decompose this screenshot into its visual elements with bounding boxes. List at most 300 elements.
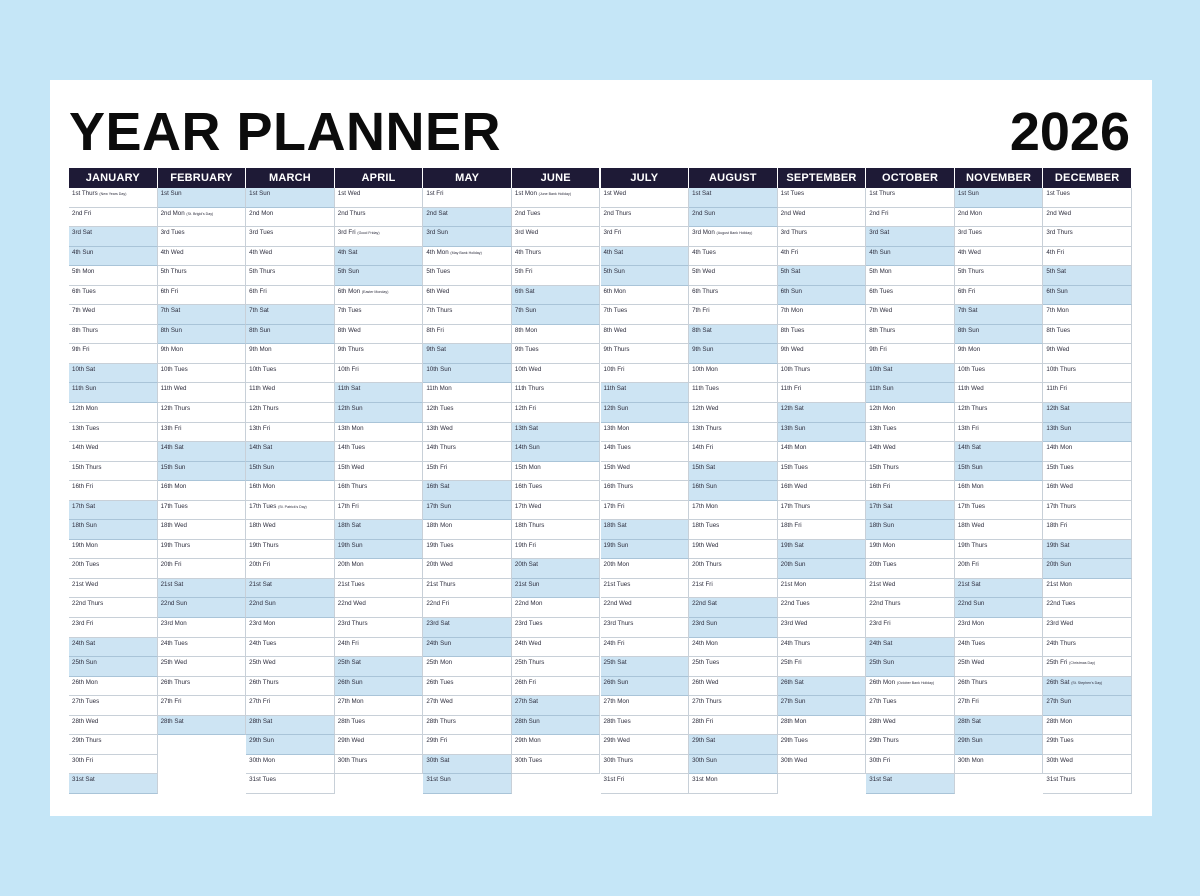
day-cell[interactable] <box>866 462 955 482</box>
day-cell[interactable] <box>246 579 335 599</box>
day-cell[interactable] <box>1043 403 1132 423</box>
day-cell[interactable] <box>689 442 778 462</box>
day-cell[interactable] <box>955 559 1044 579</box>
day-cell[interactable] <box>689 520 778 540</box>
day-cell[interactable] <box>423 559 512 579</box>
day-cell[interactable] <box>689 208 778 228</box>
day-cell[interactable] <box>1043 657 1132 677</box>
day-cell[interactable] <box>335 638 424 658</box>
day-cell[interactable] <box>689 618 778 638</box>
day-cell[interactable] <box>866 559 955 579</box>
day-cell[interactable] <box>69 755 158 775</box>
day-cell[interactable] <box>778 364 867 384</box>
day-cell[interactable] <box>1043 501 1132 521</box>
day-cell[interactable] <box>335 188 424 208</box>
day-cell[interactable] <box>69 423 158 443</box>
day-cell[interactable] <box>69 638 158 658</box>
day-cell[interactable] <box>1043 677 1132 697</box>
day-cell[interactable] <box>955 716 1044 736</box>
day-cell[interactable] <box>246 677 335 697</box>
day-cell[interactable] <box>955 188 1044 208</box>
day-cell[interactable] <box>69 247 158 267</box>
day-cell[interactable] <box>158 501 247 521</box>
day-cell[interactable] <box>423 403 512 423</box>
day-cell[interactable] <box>335 618 424 638</box>
day-cell[interactable] <box>335 501 424 521</box>
day-cell[interactable] <box>158 716 247 736</box>
day-cell[interactable] <box>778 227 867 247</box>
day-cell[interactable] <box>866 325 955 345</box>
day-cell[interactable] <box>689 481 778 501</box>
day-cell[interactable] <box>246 208 335 228</box>
day-cell[interactable] <box>689 247 778 267</box>
day-cell[interactable] <box>601 579 690 599</box>
day-cell[interactable] <box>778 755 867 775</box>
day-cell[interactable] <box>512 286 601 306</box>
day-cell[interactable] <box>512 677 601 697</box>
day-cell[interactable] <box>246 638 335 658</box>
day-cell[interactable] <box>778 462 867 482</box>
day-cell[interactable] <box>1043 638 1132 658</box>
day-cell[interactable] <box>1043 188 1132 208</box>
day-cell[interactable] <box>512 755 601 775</box>
day-cell[interactable] <box>246 423 335 443</box>
day-cell[interactable] <box>601 559 690 579</box>
day-cell[interactable] <box>866 677 955 697</box>
day-cell[interactable] <box>246 286 335 306</box>
day-cell[interactable] <box>512 696 601 716</box>
day-cell[interactable] <box>69 598 158 618</box>
day-cell[interactable] <box>955 481 1044 501</box>
day-cell[interactable] <box>778 598 867 618</box>
day-cell[interactable] <box>955 344 1044 364</box>
day-cell[interactable] <box>778 501 867 521</box>
day-cell[interactable] <box>601 501 690 521</box>
day-cell[interactable] <box>69 735 158 755</box>
day-cell[interactable] <box>866 735 955 755</box>
day-cell[interactable] <box>601 735 690 755</box>
day-cell[interactable] <box>689 755 778 775</box>
day-cell[interactable] <box>423 247 512 267</box>
day-cell[interactable] <box>955 423 1044 443</box>
day-cell[interactable] <box>246 462 335 482</box>
day-cell[interactable] <box>955 520 1044 540</box>
day-cell[interactable] <box>866 227 955 247</box>
day-cell[interactable] <box>866 383 955 403</box>
day-cell[interactable] <box>601 188 690 208</box>
day-cell[interactable] <box>1043 423 1132 443</box>
day-cell[interactable] <box>335 266 424 286</box>
day-cell[interactable] <box>246 774 335 794</box>
day-cell[interactable] <box>601 618 690 638</box>
day-cell[interactable] <box>69 716 158 736</box>
day-cell[interactable] <box>69 520 158 540</box>
day-cell[interactable] <box>955 501 1044 521</box>
day-cell[interactable] <box>335 677 424 697</box>
day-cell[interactable] <box>246 383 335 403</box>
day-cell[interactable] <box>335 598 424 618</box>
day-cell[interactable] <box>778 247 867 267</box>
day-cell[interactable] <box>158 520 247 540</box>
day-cell[interactable] <box>1043 579 1132 599</box>
day-cell[interactable] <box>158 266 247 286</box>
day-cell[interactable] <box>512 501 601 521</box>
day-cell[interactable] <box>955 227 1044 247</box>
day-cell[interactable] <box>866 442 955 462</box>
day-cell[interactable] <box>158 423 247 443</box>
day-cell[interactable] <box>601 755 690 775</box>
day-cell[interactable] <box>778 208 867 228</box>
day-cell[interactable] <box>246 716 335 736</box>
day-cell[interactable] <box>778 618 867 638</box>
day-cell[interactable] <box>335 735 424 755</box>
day-cell[interactable] <box>866 520 955 540</box>
day-cell[interactable] <box>1043 598 1132 618</box>
day-cell[interactable] <box>955 383 1044 403</box>
day-cell[interactable] <box>778 520 867 540</box>
day-cell[interactable] <box>689 462 778 482</box>
day-cell[interactable] <box>246 305 335 325</box>
day-cell[interactable] <box>423 442 512 462</box>
day-cell[interactable] <box>866 618 955 638</box>
day-cell[interactable] <box>866 208 955 228</box>
day-cell[interactable] <box>866 266 955 286</box>
day-cell[interactable] <box>955 442 1044 462</box>
day-cell[interactable] <box>1043 735 1132 755</box>
day-cell[interactable] <box>866 403 955 423</box>
day-cell[interactable] <box>601 598 690 618</box>
day-cell[interactable] <box>158 638 247 658</box>
day-cell[interactable] <box>423 501 512 521</box>
day-cell[interactable] <box>955 735 1044 755</box>
day-cell[interactable] <box>335 716 424 736</box>
day-cell[interactable] <box>866 305 955 325</box>
day-cell[interactable] <box>1043 383 1132 403</box>
day-cell[interactable] <box>335 344 424 364</box>
day-cell[interactable] <box>69 657 158 677</box>
day-cell[interactable] <box>335 286 424 306</box>
day-cell[interactable] <box>778 677 867 697</box>
day-cell[interactable] <box>69 344 158 364</box>
day-cell[interactable] <box>1043 559 1132 579</box>
day-cell[interactable] <box>1043 696 1132 716</box>
day-cell[interactable] <box>423 735 512 755</box>
day-cell[interactable] <box>866 696 955 716</box>
day-cell[interactable] <box>689 677 778 697</box>
day-cell[interactable] <box>335 520 424 540</box>
day-cell[interactable] <box>778 696 867 716</box>
day-cell[interactable] <box>69 677 158 697</box>
day-cell[interactable] <box>689 774 778 794</box>
day-cell[interactable] <box>423 462 512 482</box>
day-cell[interactable] <box>1043 481 1132 501</box>
day-cell[interactable] <box>689 383 778 403</box>
day-cell[interactable] <box>866 481 955 501</box>
day-cell[interactable] <box>778 325 867 345</box>
day-cell[interactable] <box>778 286 867 306</box>
day-cell[interactable] <box>423 364 512 384</box>
day-cell[interactable] <box>601 677 690 697</box>
day-cell[interactable] <box>955 325 1044 345</box>
day-cell[interactable] <box>69 286 158 306</box>
day-cell[interactable] <box>955 696 1044 716</box>
day-cell[interactable] <box>512 247 601 267</box>
day-cell[interactable] <box>246 227 335 247</box>
day-cell[interactable] <box>601 344 690 364</box>
day-cell[interactable] <box>512 227 601 247</box>
day-cell[interactable] <box>601 423 690 443</box>
day-cell[interactable] <box>1043 462 1132 482</box>
day-cell[interactable] <box>158 462 247 482</box>
day-cell[interactable] <box>866 638 955 658</box>
day-cell[interactable] <box>955 364 1044 384</box>
day-cell[interactable] <box>335 462 424 482</box>
day-cell[interactable] <box>689 403 778 423</box>
day-cell[interactable] <box>1043 305 1132 325</box>
day-cell[interactable] <box>69 559 158 579</box>
day-cell[interactable] <box>778 716 867 736</box>
day-cell[interactable] <box>158 364 247 384</box>
day-cell[interactable] <box>689 696 778 716</box>
day-cell[interactable] <box>689 188 778 208</box>
day-cell[interactable] <box>423 716 512 736</box>
day-cell[interactable] <box>69 481 158 501</box>
day-cell[interactable] <box>955 618 1044 638</box>
day-cell[interactable] <box>158 657 247 677</box>
day-cell[interactable] <box>158 286 247 306</box>
day-cell[interactable] <box>158 559 247 579</box>
day-cell[interactable] <box>955 677 1044 697</box>
day-cell[interactable] <box>512 638 601 658</box>
day-cell[interactable] <box>1043 208 1132 228</box>
day-cell[interactable] <box>778 540 867 560</box>
day-cell[interactable] <box>246 540 335 560</box>
day-cell[interactable] <box>778 305 867 325</box>
day-cell[interactable] <box>158 188 247 208</box>
day-cell[interactable] <box>601 227 690 247</box>
day-cell[interactable] <box>866 716 955 736</box>
day-cell[interactable] <box>601 325 690 345</box>
day-cell[interactable] <box>1043 442 1132 462</box>
day-cell[interactable] <box>158 383 247 403</box>
day-cell[interactable] <box>601 364 690 384</box>
day-cell[interactable] <box>955 286 1044 306</box>
day-cell[interactable] <box>955 266 1044 286</box>
day-cell[interactable] <box>512 442 601 462</box>
day-cell[interactable] <box>1043 247 1132 267</box>
day-cell[interactable] <box>512 188 601 208</box>
day-cell[interactable] <box>512 657 601 677</box>
day-cell[interactable] <box>955 403 1044 423</box>
day-cell[interactable] <box>423 188 512 208</box>
day-cell[interactable] <box>335 208 424 228</box>
day-cell[interactable] <box>512 559 601 579</box>
day-cell[interactable] <box>689 638 778 658</box>
day-cell[interactable] <box>158 677 247 697</box>
day-cell[interactable] <box>601 383 690 403</box>
day-cell[interactable] <box>512 403 601 423</box>
day-cell[interactable] <box>423 657 512 677</box>
day-cell[interactable] <box>1043 755 1132 775</box>
day-cell[interactable] <box>512 579 601 599</box>
day-cell[interactable] <box>69 618 158 638</box>
day-cell[interactable] <box>246 442 335 462</box>
day-cell[interactable] <box>335 657 424 677</box>
day-cell[interactable] <box>955 598 1044 618</box>
day-cell[interactable] <box>423 520 512 540</box>
day-cell[interactable] <box>423 540 512 560</box>
day-cell[interactable] <box>689 579 778 599</box>
day-cell[interactable] <box>866 423 955 443</box>
day-cell[interactable] <box>1043 286 1132 306</box>
day-cell[interactable] <box>955 462 1044 482</box>
day-cell[interactable] <box>778 383 867 403</box>
day-cell[interactable] <box>69 442 158 462</box>
day-cell[interactable] <box>601 540 690 560</box>
day-cell[interactable] <box>423 227 512 247</box>
day-cell[interactable] <box>158 442 247 462</box>
day-cell[interactable] <box>246 364 335 384</box>
day-cell[interactable] <box>335 755 424 775</box>
day-cell[interactable] <box>866 579 955 599</box>
day-cell[interactable] <box>69 188 158 208</box>
day-cell[interactable] <box>423 598 512 618</box>
day-cell[interactable] <box>955 579 1044 599</box>
day-cell[interactable] <box>246 696 335 716</box>
day-cell[interactable] <box>423 286 512 306</box>
day-cell[interactable] <box>423 696 512 716</box>
day-cell[interactable] <box>512 423 601 443</box>
day-cell[interactable] <box>601 208 690 228</box>
day-cell[interactable] <box>69 540 158 560</box>
day-cell[interactable] <box>423 579 512 599</box>
day-cell[interactable] <box>512 598 601 618</box>
day-cell[interactable] <box>335 325 424 345</box>
day-cell[interactable] <box>69 383 158 403</box>
day-cell[interactable] <box>423 344 512 364</box>
day-cell[interactable] <box>778 442 867 462</box>
day-cell[interactable] <box>423 638 512 658</box>
day-cell[interactable] <box>158 325 247 345</box>
day-cell[interactable] <box>689 227 778 247</box>
day-cell[interactable] <box>158 481 247 501</box>
day-cell[interactable] <box>778 266 867 286</box>
day-cell[interactable] <box>689 559 778 579</box>
day-cell[interactable] <box>866 755 955 775</box>
day-cell[interactable] <box>335 247 424 267</box>
day-cell[interactable] <box>423 677 512 697</box>
day-cell[interactable] <box>866 657 955 677</box>
day-cell[interactable] <box>69 266 158 286</box>
day-cell[interactable] <box>512 716 601 736</box>
day-cell[interactable] <box>246 481 335 501</box>
day-cell[interactable] <box>689 598 778 618</box>
day-cell[interactable] <box>158 247 247 267</box>
day-cell[interactable] <box>866 286 955 306</box>
day-cell[interactable] <box>246 266 335 286</box>
day-cell[interactable] <box>158 598 247 618</box>
day-cell[interactable] <box>601 716 690 736</box>
day-cell[interactable] <box>689 540 778 560</box>
day-cell[interactable] <box>601 305 690 325</box>
day-cell[interactable] <box>778 403 867 423</box>
day-cell[interactable] <box>512 481 601 501</box>
day-cell[interactable] <box>689 735 778 755</box>
day-cell[interactable] <box>778 735 867 755</box>
day-cell[interactable] <box>246 755 335 775</box>
day-cell[interactable] <box>689 364 778 384</box>
day-cell[interactable] <box>955 247 1044 267</box>
day-cell[interactable] <box>601 403 690 423</box>
day-cell[interactable] <box>778 344 867 364</box>
day-cell[interactable] <box>866 598 955 618</box>
day-cell[interactable] <box>335 403 424 423</box>
day-cell[interactable] <box>246 247 335 267</box>
day-cell[interactable] <box>689 501 778 521</box>
day-cell[interactable] <box>601 520 690 540</box>
day-cell[interactable] <box>246 657 335 677</box>
day-cell[interactable] <box>866 540 955 560</box>
day-cell[interactable] <box>866 501 955 521</box>
day-cell[interactable] <box>69 579 158 599</box>
day-cell[interactable] <box>69 403 158 423</box>
day-cell[interactable] <box>512 325 601 345</box>
day-cell[interactable] <box>955 208 1044 228</box>
day-cell[interactable] <box>866 364 955 384</box>
day-cell[interactable] <box>69 462 158 482</box>
day-cell[interactable] <box>689 266 778 286</box>
day-cell[interactable] <box>335 696 424 716</box>
day-cell[interactable] <box>246 559 335 579</box>
day-cell[interactable] <box>778 481 867 501</box>
day-cell[interactable] <box>335 481 424 501</box>
day-cell[interactable] <box>1043 344 1132 364</box>
day-cell[interactable] <box>335 383 424 403</box>
day-cell[interactable] <box>246 188 335 208</box>
day-cell[interactable] <box>955 305 1044 325</box>
day-cell[interactable] <box>689 657 778 677</box>
day-cell[interactable] <box>69 208 158 228</box>
day-cell[interactable] <box>601 657 690 677</box>
day-cell[interactable] <box>158 540 247 560</box>
day-cell[interactable] <box>335 423 424 443</box>
day-cell[interactable] <box>689 325 778 345</box>
day-cell[interactable] <box>423 774 512 794</box>
day-cell[interactable] <box>1043 325 1132 345</box>
day-cell[interactable] <box>158 344 247 364</box>
day-cell[interactable] <box>512 305 601 325</box>
day-cell[interactable] <box>1043 618 1132 638</box>
day-cell[interactable] <box>246 520 335 540</box>
day-cell[interactable] <box>1043 227 1132 247</box>
day-cell[interactable] <box>601 286 690 306</box>
day-cell[interactable] <box>158 227 247 247</box>
day-cell[interactable] <box>69 501 158 521</box>
day-cell[interactable] <box>601 266 690 286</box>
day-cell[interactable] <box>158 696 247 716</box>
day-cell[interactable] <box>423 423 512 443</box>
day-cell[interactable] <box>423 208 512 228</box>
day-cell[interactable] <box>423 481 512 501</box>
day-cell[interactable] <box>955 540 1044 560</box>
day-cell[interactable] <box>158 618 247 638</box>
day-cell[interactable] <box>1043 540 1132 560</box>
day-cell[interactable] <box>955 755 1044 775</box>
day-cell[interactable] <box>335 305 424 325</box>
day-cell[interactable] <box>246 501 335 521</box>
day-cell[interactable] <box>955 638 1044 658</box>
day-cell[interactable] <box>512 344 601 364</box>
